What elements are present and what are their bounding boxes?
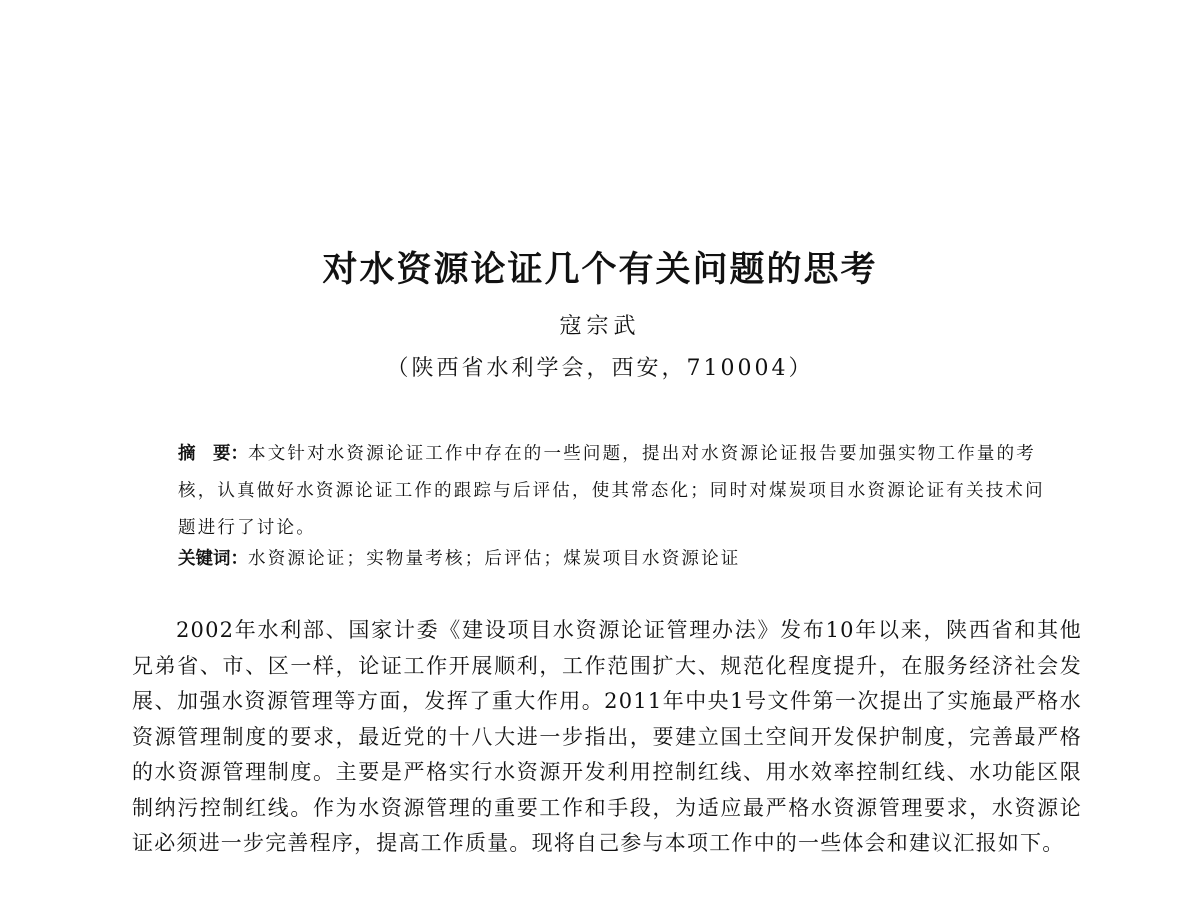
keywords-text: 水资源论证；实物量考核；后评估；煤炭项目水资源论证 <box>248 549 741 569</box>
abstract <box>178 436 1048 547</box>
abstract-label: 摘 要： <box>178 444 248 464</box>
body-paragraph: 2002年水利部、国家计委《建设项目水资源论证管理办法》发布10年以来，陕西省和其他兄弟省、市、区一样，论证工作开展顺利，工作范围扩大、规范化程度提升，在服务经济社会发展、加强水资源管理等方面，发挥了重大作用。2011年中央1号文件第一次提出了实施最严格水资源管理制度的要求，最近党的十八大进一步指出，要建立国土空间开发保护制度，完善最严格的水资源管理制度。主要是严格实行水资源开发利用控制红线、用水效率控制红线、水功能区限制纳污控制红线。作为水资源管理的重要工作和手段，为适应最严格水资源管理要求，水资源论证必须进一步完善程序，提高工作质量。现将自己参与本项工作中的一些体会和建议汇报如下。 <box>132 618 1082 855</box>
author-affiliation: （陕西省水利学会，西安，710004） <box>386 356 814 381</box>
paper-title: 对水资源论证几个有关问题的思考 <box>322 250 878 290</box>
abstract-text: 本文针对水资源论证工作中存在的一些问题，提出对水资源论证报告要加强实物工作量的考核，认真做好水资源论证工作的跟踪与后评估，使其常态化；同时对煤炭项目水资源论证有关技术问题进行了讨论。 <box>178 444 1045 538</box>
author-name: 寇宗武 <box>559 314 641 339</box>
keywords-label: 关键词： <box>178 549 248 569</box>
keywords <box>178 544 1048 574</box>
